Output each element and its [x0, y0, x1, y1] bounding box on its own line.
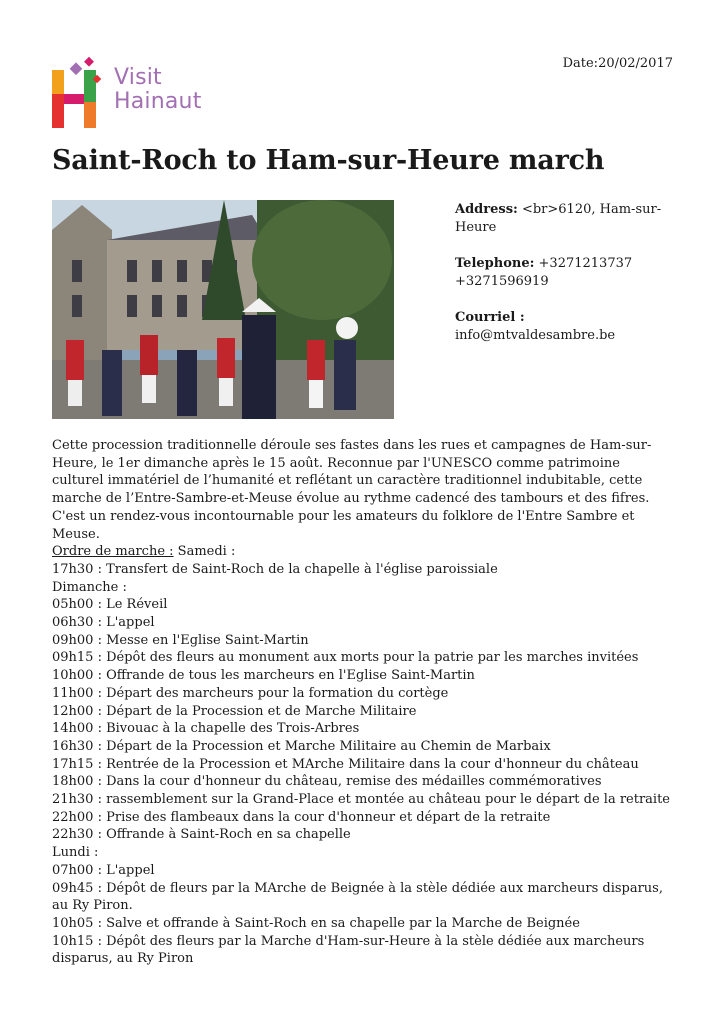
- schedule-item: 17h15 : Rentrée de la Procession et MArche Militaire dans la cour d'honneur du château: [52, 756, 639, 772]
- schedule-item: 22h00 : Prise des flambeaux dans la cour d'honneur et départ de la retraite: [52, 809, 551, 825]
- schedule-item: 14h00 : Bivouac à la chapelle des Trois-Arbres: [52, 721, 360, 737]
- document-date: Date:20/02/2017: [562, 56, 673, 71]
- schedule-item: Lundi :: [52, 845, 99, 861]
- description-block: [52, 437, 672, 968]
- address-label: Address:: [455, 202, 518, 217]
- schedule-item: 06h30 : L'appel: [52, 615, 155, 631]
- procession-photo: [52, 200, 394, 419]
- schedule-heading-day: Samedi :: [173, 544, 236, 560]
- schedule-item: 22h30 : Offrande à Saint-Roch en sa chapelle: [52, 827, 351, 843]
- schedule-item: 21h30 : rassemblement sur la Grand-Place et montée au château pour le départ de la retraite: [52, 792, 671, 808]
- contact-block: [455, 201, 677, 363]
- page-title: Saint-Roch to Ham-sur-Heure march: [52, 145, 605, 176]
- schedule-item: 09h00 : Messe en l'Eglise Saint-Martin: [52, 632, 309, 648]
- telephone-line: [455, 255, 677, 291]
- schedule-item: 12h00 : Départ de la Procession et de Marche Militaire: [52, 703, 417, 719]
- schedule-item: 17h30 : Transfert de Saint-Roch de la chapelle à l'église paroissiale: [52, 561, 498, 577]
- schedule-list: [52, 561, 672, 968]
- schedule-item: 05h00 : Le Réveil: [52, 597, 168, 613]
- courriel-line: [455, 309, 677, 345]
- schedule-item: 18h00 : Dans la cour d'honneur du château, remise des médailles commémoratives: [52, 774, 602, 790]
- address-line: [455, 201, 677, 237]
- schedule-item: 10h05 : Salve et offrande à Saint-Roch en sa chapelle par la Marche de Beignée: [52, 915, 580, 931]
- visit-hainaut-logo[interactable]: [52, 56, 212, 130]
- schedule-heading-line: [52, 543, 672, 561]
- schedule-item: 10h00 : Offrande de tous les marcheurs en l'Eglise Saint-Martin: [52, 668, 475, 684]
- logo-text-visit: Visit: [114, 65, 162, 90]
- schedule-item: 09h45 : Dépôt de fleurs par la MArche de Beignée à la stèle dédiée aux marcheurs disparus, au Ry Piron.: [52, 880, 663, 914]
- schedule-item: 11h00 : Départ des marcheurs pour la formation du cortège: [52, 685, 449, 701]
- schedule-item: 09h15 : Dépôt des fleurs au monument aux morts pour la patrie par les marches invitées: [52, 650, 639, 666]
- schedule-item: 07h00 : L'appel: [52, 862, 155, 878]
- hainaut-logo-icon: [52, 56, 112, 130]
- courriel-label: Courriel :: [455, 310, 525, 325]
- telephone-label: Telephone:: [455, 256, 535, 271]
- logo-text-hainaut: Hainaut: [114, 89, 202, 114]
- courriel-value[interactable]: info@mtvaldesambre.be: [455, 328, 616, 343]
- telephone-value[interactable]: +3271213737 +3271596919: [455, 256, 633, 289]
- description-text: Cette procession traditionnelle déroule ses fastes dans les rues et campagnes de Ham-sur-Heure, le 1er dimanche après le 15 août. Reconnue par l'UNESCO comme patrimoine culturel immatériel de l’humanité et reflétant un caractère traditionnel indubitable, cette marche de l’Entre-Sambre-et-Meuse évolue au rythme cadencé des tambours et des fifres. C'est un rendez-vous incontournable pour les amateurs du folklore de l'Entre Sambre et Meuse.: [52, 438, 652, 542]
- address-value: <br>6120, Ham-sur-Heure: [455, 202, 662, 235]
- schedule-heading: Ordre de marche :: [52, 544, 174, 560]
- schedule-item: 10h15 : Dépôt des fleurs par la Marche d'Ham-sur-Heure à la stèle dédiée aux marcheurs disparus, au Ry Piron: [52, 933, 645, 967]
- schedule-item: 16h30 : Départ de la Procession et Marche Militaire au Chemin de Marbaix: [52, 738, 551, 754]
- schedule-item: Dimanche :: [52, 579, 127, 595]
